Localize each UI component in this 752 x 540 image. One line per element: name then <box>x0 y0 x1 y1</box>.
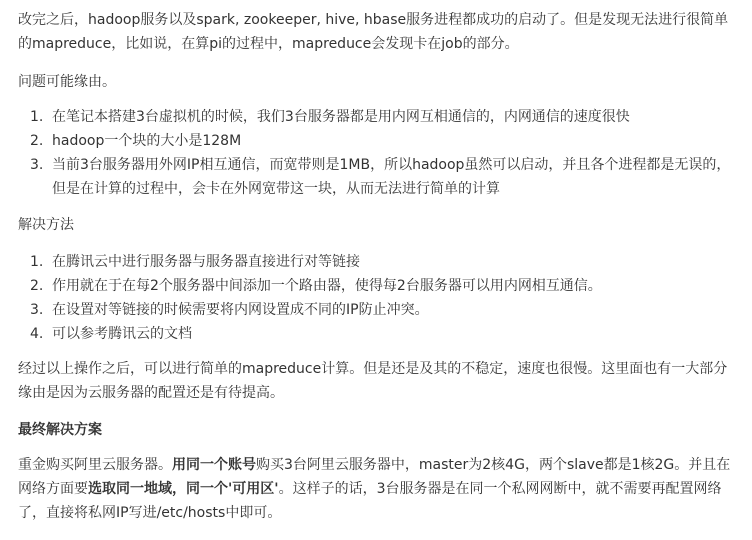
list-item-text: 在腾讯云中进行服务器与服务器直接进行对等链接 <box>52 254 360 270</box>
list-number: 2. <box>30 133 44 149</box>
list-item-text: hadoop一个块的大小是128M <box>52 133 242 149</box>
list-item <box>18 298 734 322</box>
after-paragraph: 经过以上操作之后，可以进行简单的mapreduce计算。但是还是及其的不稳定，速度也很慢。这里面也有一大部分缘由是因为云服务器的配置还是有待提高。 <box>18 361 728 401</box>
list-number: 1. <box>30 254 44 270</box>
final-paragraph <box>18 453 734 525</box>
final-bold-region: 选取同一地域，同一个'可用区' <box>88 481 279 497</box>
list-number: 3. <box>30 157 44 173</box>
list-item-text: 在设置对等链接的时候需要将内网设置成不同的IP防止冲突。 <box>52 302 429 318</box>
intro-paragraph: 改完之后，hadoop服务以及spark, zookeeper, hive, hbase服务进程都成功的启动了。但是发现无法进行很简单的mapreduce，比如说，在算pi的过程中，mapreduce会发现卡在job的部分。 <box>18 12 729 52</box>
list-item <box>18 274 734 298</box>
final-bold-account: 用同一个账号 <box>172 457 256 473</box>
final-text-part1: 重金购买阿里云服务器。 <box>18 457 172 473</box>
list-number: 3. <box>30 302 44 318</box>
solution-list <box>18 250 734 346</box>
list-item <box>18 250 734 274</box>
final-heading: 最终解决方案 <box>18 422 102 438</box>
problem-heading: 问题可能缘由。 <box>18 74 116 90</box>
final-text-part3: 。这样子的话，3台服务器是在同一个私网网断中，就不需要再配置网络了，直接将私网IP写进/etc/hosts中即可。 <box>18 481 722 521</box>
list-number: 4. <box>30 326 44 342</box>
list-item-text: 作用就在于在每2个服务器中间添加一个路由器，使得每2台服务器可以用内网相互通信。 <box>52 278 602 294</box>
problem-list <box>18 105 734 201</box>
list-item-text: 在笔记本搭建3台虚拟机的时候，我们3台服务器都是用内网互相通信的，内网通信的速度很快 <box>52 109 630 125</box>
list-item-text: 当前3台服务器用外网IP相互通信，而宽带则是1MB，所以hadoop虽然可以启动，并且各个进程都是无误的，但是在计算的过程中，会卡在外网宽带这一块，从而无法进行简单的计算 <box>52 157 731 197</box>
list-item <box>18 105 734 129</box>
list-item <box>18 129 734 153</box>
solution-heading: 解决方法 <box>18 217 74 233</box>
list-item <box>18 153 734 201</box>
list-number: 1. <box>30 109 44 125</box>
list-item-text: 可以参考腾讯云的文档 <box>52 326 192 342</box>
list-item <box>18 322 734 346</box>
final-text-part2: 购买3台阿里云服务器中，master为2核4G，两个slave都是1核2G。并且在网络方面要 <box>18 457 731 497</box>
list-number: 2. <box>30 278 44 294</box>
